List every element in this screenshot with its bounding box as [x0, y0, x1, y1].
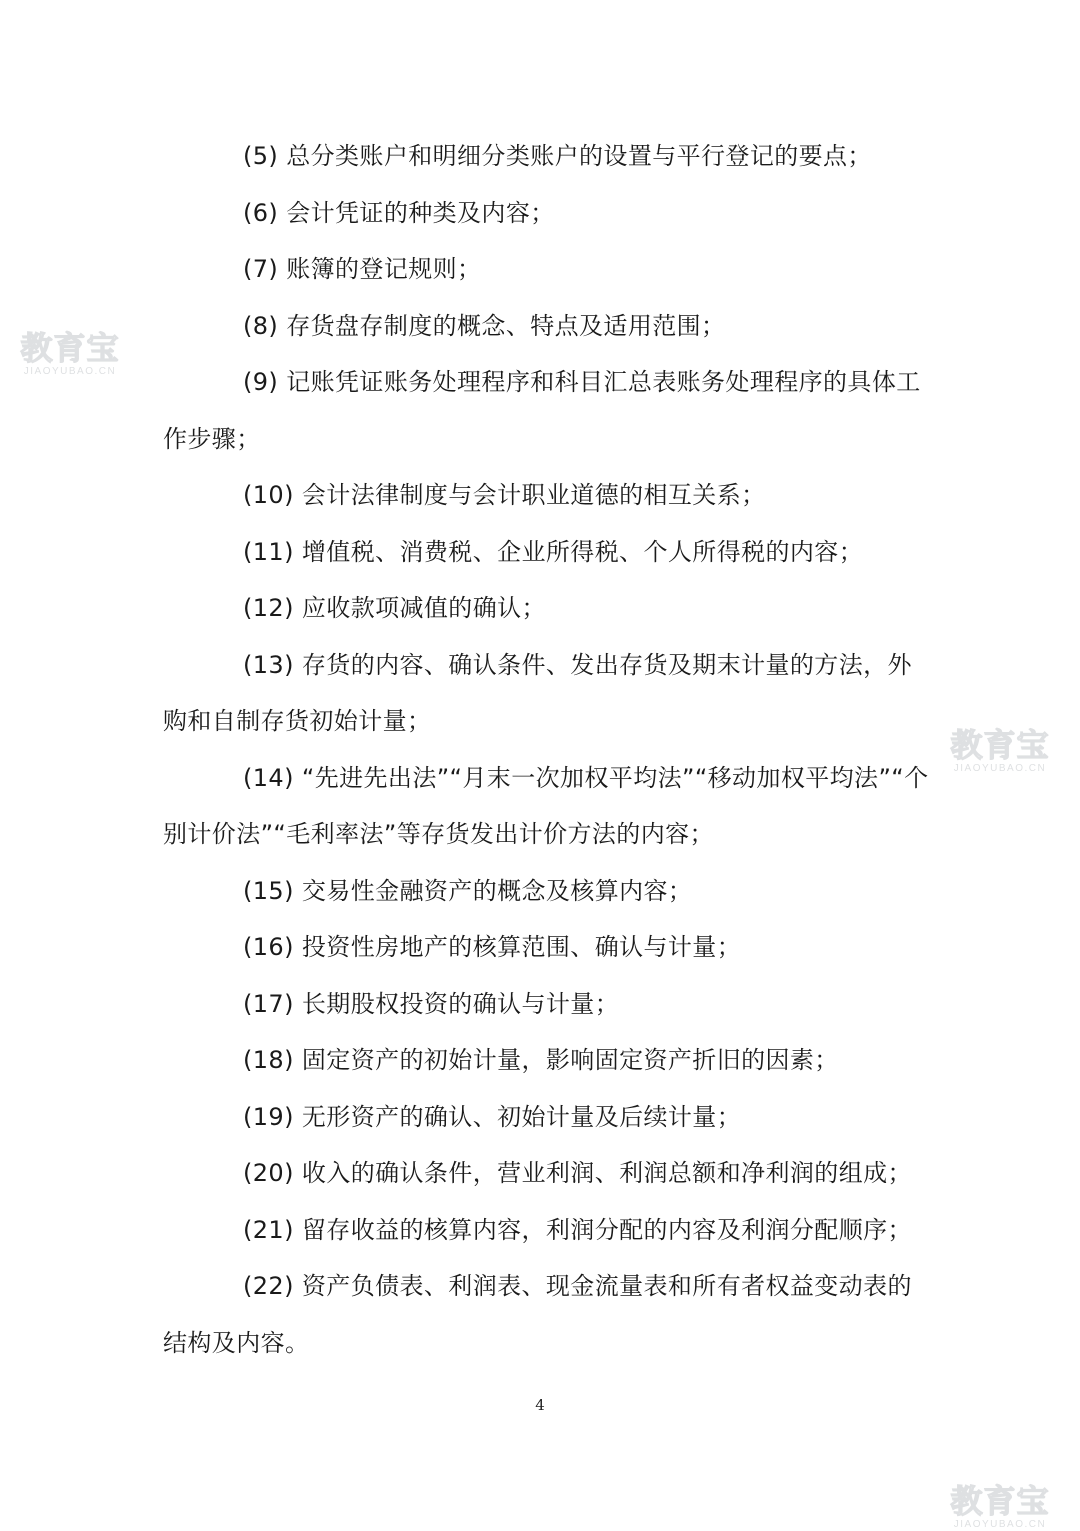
list-item: (13) 存货的内容、确认条件、发出存货及期末计量的方法，外购和自制存货初始计量；: [163, 650, 912, 735]
body-text: [163, 128, 933, 1371]
list-item: (7) 账簿的登记规则；: [243, 255, 482, 283]
list-item: (22) 资产负债表、利润表、现金流量表和所有者权益变动表的结构及内容。: [163, 1272, 912, 1357]
watermark-url: JIAOYUBAO.CN: [953, 763, 1047, 774]
list-item: (9) 记账凭证账务处理程序和科目汇总表账务处理程序的具体工作步骤；: [163, 368, 921, 453]
list-item: (15) 交易性金融资产的概念及核算内容；: [243, 876, 693, 905]
watermark-logo: [0, 330, 140, 378]
list-item: (20) 收入的确认条件，营业利润、利润总额和净利润的组成；: [243, 1159, 912, 1187]
page-number: 4: [535, 1396, 545, 1414]
watermark-text: 教育宝: [950, 1482, 1050, 1520]
watermark-url: JIAOYUBAO.CN: [23, 366, 117, 377]
watermark-url: JIAOYUBAO.CN: [953, 1519, 1047, 1530]
list-item: (12) 应收款项减值的确认；: [243, 594, 546, 622]
watermark-text: 教育宝: [20, 329, 120, 367]
list-item: (21) 留存收益的核算内容，利润分配的内容及利润分配顺序；: [243, 1215, 912, 1244]
list-item: (18) 固定资产的初始计量，影响固定资产折旧的因素；: [243, 1046, 839, 1074]
list-item: (6) 会计凭证的种类及内容；: [243, 198, 555, 227]
list-item: (8) 存货盘存制度的概念、特点及适用范围；: [243, 311, 726, 340]
watermark-text: 教育宝: [950, 726, 1050, 764]
list-item: (10) 会计法律制度与会计职业道德的相互关系；: [243, 481, 766, 509]
list-item: (11) 增值税、消费税、企业所得税、个人所得税的内容；: [243, 537, 864, 566]
watermark-logo: [930, 727, 1070, 775]
list-item: (5) 总分类账户和明细分类账户的设置与平行登记的要点；: [243, 142, 872, 170]
list-item: (16) 投资性房地产的核算范围、确认与计量；: [243, 933, 742, 961]
watermark-logo: [930, 1483, 1070, 1531]
list-item: (17) 长期股权投资的确认与计量；: [243, 989, 620, 1018]
list-item: (19) 无形资产的确认、初始计量及后续计量；: [243, 1102, 742, 1131]
list-item: (14) “先进先出法”“月末一次加权平均法”“移动加权平均法”“个别计价法”“毛利率法”等存货发出计价方法的内容；: [163, 763, 929, 848]
